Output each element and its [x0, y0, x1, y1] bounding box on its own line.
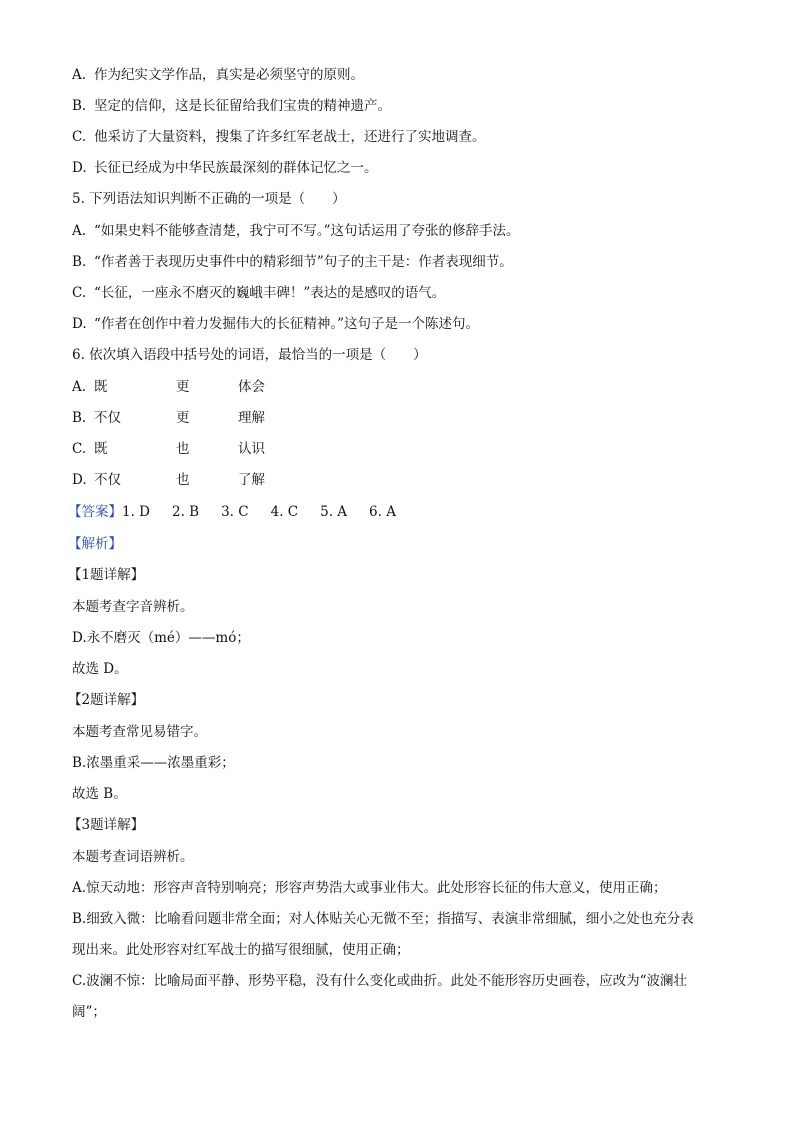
q5-stem: 5. 下列语法知识判断不正确的一项是（ ） — [72, 191, 346, 207]
answer-tag: 【答案】 — [68, 504, 122, 520]
q6-option-c — [72, 440, 472, 458]
detail3-heading: 【3题详解】 — [68, 817, 145, 833]
detail1-line: D.永不磨灭（mé）——mó； — [72, 630, 250, 646]
option-label: B. — [72, 410, 87, 426]
option-label: B. — [72, 254, 87, 270]
option-label: C. — [72, 129, 87, 145]
option-label: B. — [72, 98, 87, 114]
option-text: 作为纪实文学作品，真实是必须坚守的原则。 — [94, 67, 364, 83]
detail2-heading: 【2题详解】 — [68, 692, 145, 708]
option-text: “长征，一座永不磨灭的巍峨丰碑！”表达的是感叹的语气。 — [94, 285, 446, 301]
q4-option-a — [72, 66, 364, 84]
detail1-heading: 【1题详解】 — [68, 567, 145, 583]
q4-option-b — [72, 97, 391, 115]
detail3-line: 本题考查词语辨析。 — [72, 849, 194, 865]
detail2-line: 本题考查常见易错字。 — [72, 724, 207, 740]
q6-stem: 6. 依次填入语段中括号处的词语，最恰当的一项是（ ） — [72, 347, 427, 363]
option-label: A. — [72, 67, 87, 83]
q5-option-c — [72, 284, 445, 302]
q6-option-a — [72, 378, 472, 396]
q4-option-d — [72, 159, 378, 177]
q5-option-d — [72, 315, 479, 333]
option-label: A. — [72, 223, 87, 239]
detail1-line: 故选 D。 — [72, 661, 128, 677]
detail3-line: C.波澜不惊：比喻局面平静、形势平稳，没有什么变化或曲折。此处不能形容历史画卷，应改为“波澜壮 — [72, 973, 688, 989]
option-word-3: 体会 — [238, 379, 265, 395]
answer-item: 1. D — [122, 504, 150, 520]
detail2-line: B.浓墨重采——浓墨重彩； — [72, 755, 235, 771]
detail1-line: 本题考查字音辨析。 — [72, 599, 194, 615]
detail3-line: 阔”； — [72, 1004, 106, 1020]
option-word-2: 更 — [176, 410, 190, 426]
answer-item: 4. C — [270, 504, 299, 520]
option-label: D. — [72, 316, 87, 332]
option-word-1: 既 — [94, 441, 108, 457]
option-label: C. — [72, 441, 87, 457]
option-word-3: 认识 — [238, 441, 265, 457]
option-word-2: 也 — [176, 472, 190, 488]
option-label: D. — [72, 160, 87, 176]
option-label: A. — [72, 379, 87, 395]
detail3-line: B.细致入微：比喻看问题非常全面；对人体贴关心无微不至；指描写、表演非常细腻，细小之处也充分表 — [72, 911, 694, 927]
detail3-line: A.惊天动地：形容声音特别响亮；形容声势浩大或事业伟大。此处形容长征的伟大意义，使用正确； — [72, 880, 667, 896]
option-text: 他采访了大量资料，搜集了许多红军老战士，还进行了实地调查。 — [94, 129, 486, 145]
detail3-line: 现出来。此处形容对红军战士的描写很细腻，使用正确； — [72, 942, 410, 958]
answer-item: 2. B — [172, 504, 200, 520]
option-label: C. — [72, 285, 87, 301]
option-text: 坚定的信仰，这是长征留给我们宝贵的精神遗产。 — [94, 98, 391, 114]
answer-item: 3. C — [221, 504, 249, 520]
analysis-tag: 【解析】 — [68, 536, 122, 552]
option-word-2: 更 — [176, 379, 190, 395]
detail2-line: 故选 B。 — [72, 786, 127, 802]
option-text: 长征已经成为中华民族最深刻的群体记忆之一。 — [94, 160, 378, 176]
option-word-1: 既 — [94, 379, 108, 395]
option-label: D. — [72, 472, 87, 488]
option-word-2: 也 — [176, 441, 190, 457]
q4-option-c — [72, 128, 486, 146]
option-word-1: 不仅 — [94, 472, 121, 488]
answer-item: 5. A — [320, 504, 348, 520]
option-word-3: 了解 — [238, 472, 265, 488]
q5-option-b — [72, 253, 513, 271]
option-text: “如果史料不能够查清楚，我宁可不写。”这句话运用了夸张的修辞手法。 — [94, 223, 520, 239]
option-word-3: 理解 — [238, 410, 265, 426]
answer-line — [68, 503, 418, 521]
q6-option-d — [72, 471, 472, 489]
option-word-1: 不仅 — [94, 410, 121, 426]
option-text: “作者在创作中着力发掘伟大的长征精神。”这句子是一个陈述句。 — [94, 316, 480, 332]
q6-option-b — [72, 409, 472, 427]
answer-item: 6. A — [369, 504, 396, 520]
option-text: “作者善于表现历史事件中的精彩细节”句子的主干是：作者表现细节。 — [94, 254, 513, 270]
q5-option-a — [72, 222, 520, 240]
